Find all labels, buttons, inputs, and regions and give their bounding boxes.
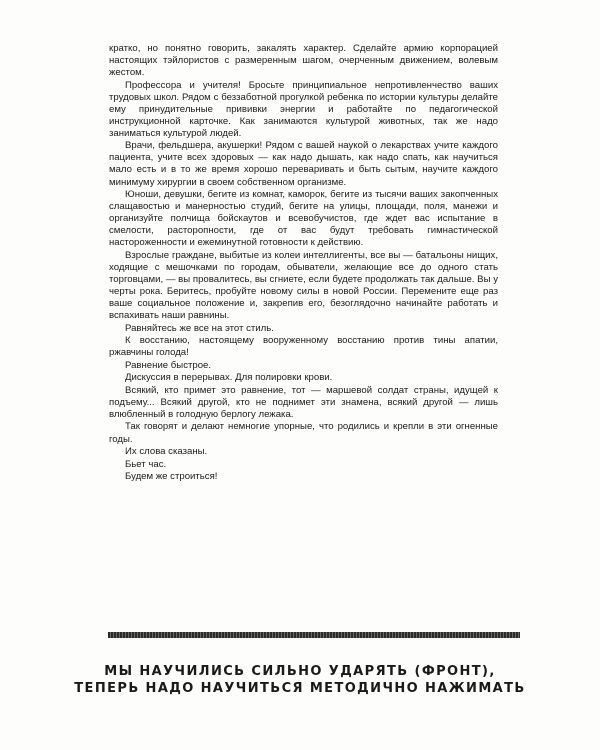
- slogan-heading: [60, 663, 540, 697]
- paragraph: Бьет час.: [125, 458, 167, 470]
- paragraph: Юноши, девушки, бегите из комнат, каморок, бегите из тысячи ваших закопченных слащавостью и манерностью студий, бегите на улицы, площади, поля, манежи и организуйте полчища бойскаутов и всевобучистов, где ждет вас испытание в смелости, расторопности, где от вас будут требовать гимнастической настороженности и ежеминутной готовности к действию.: [109, 189, 498, 249]
- paragraph: Их слова сказаны.: [125, 446, 208, 458]
- decorative-divider: [108, 632, 520, 638]
- paragraph: Всякий, кто примет это равнение, тот — маршевой солдат страны, идущей к подъему... Всякий другой, кто не поднимет эти знамена, всякий другой — лишь влюбленный в голодную берлогу лежака.: [109, 384, 498, 420]
- paragraph: К восстанию, настоящему вооруженному восстанию против тины апатии, ржавчины голода!: [109, 335, 498, 359]
- body-text: [109, 43, 498, 484]
- slogan-line-1: МЫ НАУЧИЛИСЬ СИЛЬНО УДАРЯТЬ (ФРОНТ),: [104, 664, 496, 679]
- paragraph: Равняйтесь же все на этот стиль.: [125, 322, 274, 334]
- paragraph: Профессора и учителя! Бросьте принципиальное непротивленчество ваших трудовых школ. Рядом с беззаботной прогулкой ребенка по истории культуры делайте ему принудительные прививки энергии и работайте по педагогической инструкционной карточке. Как занимаются культурой животных, так же надо заниматься культурой людей.: [109, 79, 498, 139]
- slogan-line-2: ТЕПЕРЬ НАДО НАУЧИТЬСЯ МЕТОДИЧНО НАЖИМАТЬ: [74, 681, 526, 696]
- paragraph: Будем же строиться!: [125, 471, 218, 483]
- paragraph: Взрослые граждане, выбитые из колеи интеллигенты, все вы — батальоны нищих, ходящие с мешочками по городам, обыватели, желающие все до одного стать торговцами, — вы провалитесь, вы сгниете, если будете продолжать так дальше. Вы у черты рока. Беритесь, пробуйте новому силы в новой России. Перемените еще раз ваше социальное положение и, закрепив его, безоглядочно начинайте работать и вспахивать наши равнины.: [109, 249, 498, 322]
- paragraph: кратко, но понятно говорить, закалять характер. Сделайте армию корпорацией настоящих тэйлористов с размеренным шагом, очерченным движением, волевым жестом.: [109, 43, 498, 79]
- paragraph: Дискуссия в перерывах. Для полировки крови.: [125, 372, 333, 384]
- paragraph: Равнение быстрое.: [125, 359, 212, 371]
- paragraph: Так говорят и делают немногие упорные, что родились и крепли в эти огненные годы.: [109, 421, 498, 445]
- paragraph: Врачи, фельдшера, акушерки! Рядом с вашей наукой о лекарствах учите каждого пациента, учите всех здоровых — как надо дышать, как надо спать, как научиться мало есть и в то же время хорошо переваривать и быть сытым, научите каждого минимуму хирургии в своем собственном организме.: [109, 140, 498, 188]
